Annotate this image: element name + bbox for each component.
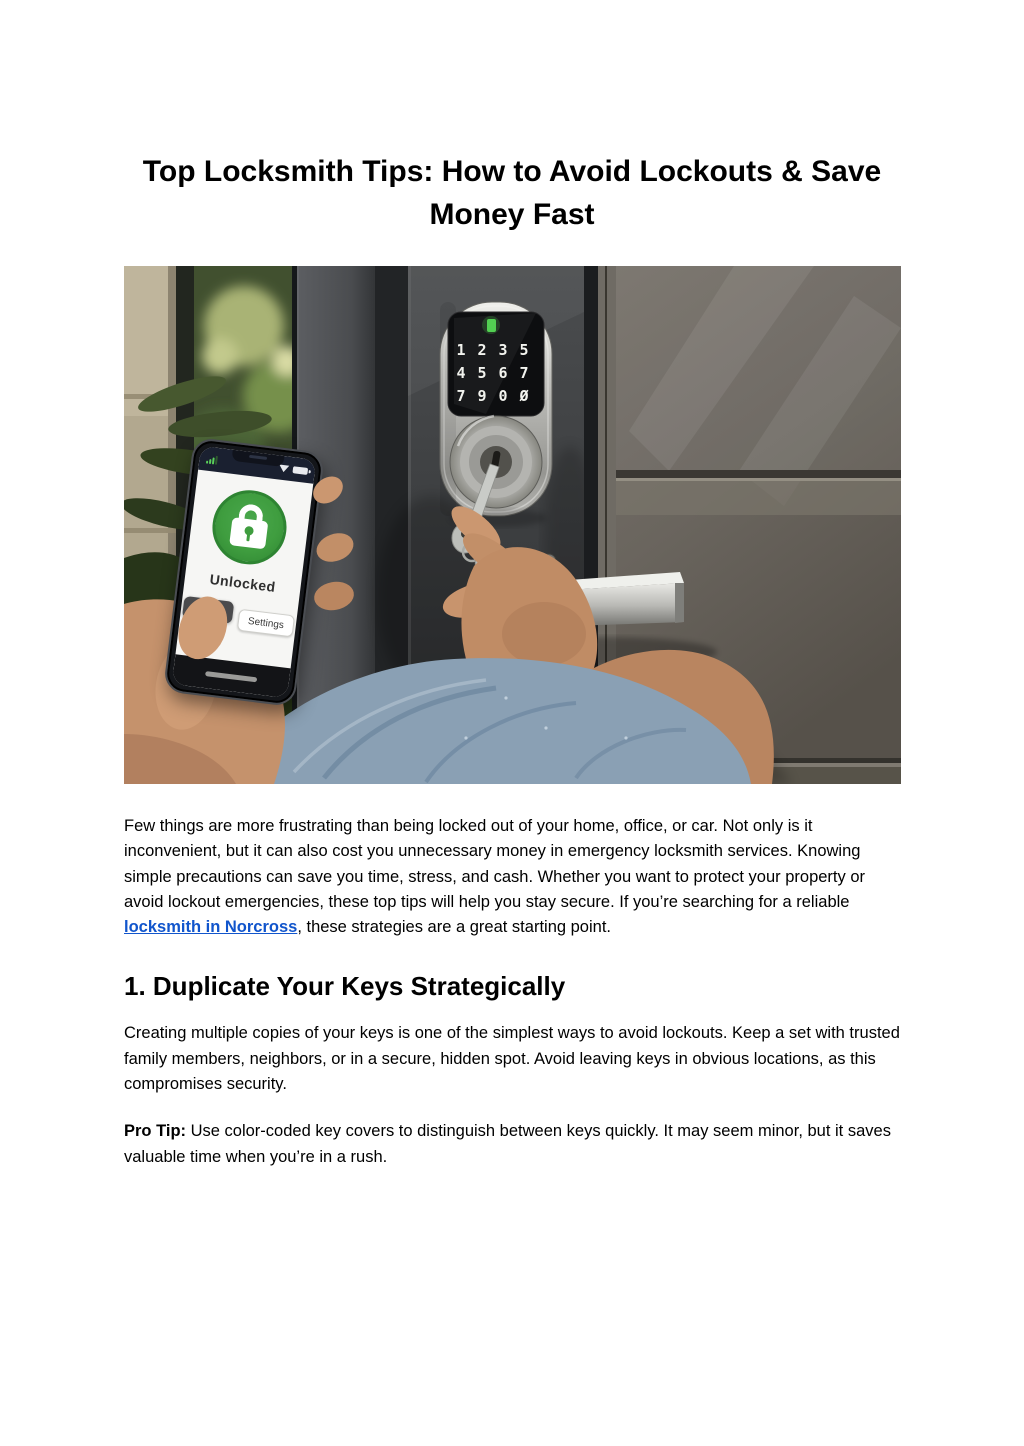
section-1-heading: 1. Duplicate Your Keys Strategically bbox=[124, 971, 566, 1002]
intro-text-after-link: , these strategies are a great starting point. bbox=[297, 918, 611, 937]
wifi-icon bbox=[279, 464, 290, 472]
pro-tip-paragraph bbox=[124, 1119, 900, 1170]
keypad-digit: 7 bbox=[519, 364, 529, 382]
keypad-digit: 5 bbox=[519, 341, 529, 359]
smart-lock-keypad bbox=[448, 312, 544, 416]
settings-button: Settings bbox=[237, 609, 295, 638]
keypad-digit: Ø bbox=[519, 387, 529, 405]
home-indicator bbox=[205, 671, 257, 682]
keypad-digit: 5 bbox=[477, 364, 487, 382]
keypad-digit: 6 bbox=[498, 364, 508, 382]
page-title: Top Locksmith Tips: How to Avoid Lockouts & Save Money Fast bbox=[142, 155, 882, 231]
phone-notch bbox=[231, 450, 284, 467]
keypad-digit: 7 bbox=[456, 387, 466, 405]
signal-icon bbox=[206, 454, 218, 464]
intro-paragraph bbox=[124, 814, 900, 940]
keypad-digit: 0 bbox=[498, 387, 508, 405]
unlock-status-icon bbox=[208, 486, 290, 568]
keypad-digit: 1 bbox=[456, 341, 466, 359]
unlock-status-text: Unlocked bbox=[208, 570, 277, 595]
keypad-digit: 4 bbox=[456, 364, 466, 382]
battery-icon bbox=[292, 466, 308, 475]
locksmith-norcross-link[interactable]: locksmith in Norcross bbox=[124, 918, 298, 937]
smart-lock bbox=[440, 302, 552, 527]
intro-text-before-link: Few things are more frustrating than being locked out of your home, office, or car. Not only is it inconvenient, but it can also cost you unnecessary money in emergency locksmith services. Knowing simple precautions can save you time, stress, and cash. Whether you want to protect your property or avoid lockout emergencies, these top tips will help you stay secure. If you’re searching for a reliable bbox=[124, 817, 866, 911]
keypad-digit: 9 bbox=[477, 387, 487, 405]
hero-image bbox=[124, 266, 901, 784]
section-1-paragraph: Creating multiple copies of your keys is one of the simplest ways to avoid lockouts. Keep a set with trusted family members, neighbors, or in a secure, hidden spot. Avoid leaving keys in obvious locations, as this compromises security. bbox=[124, 1024, 900, 1094]
pro-tip-text: Use color-coded key covers to distinguish between keys quickly. It may seem minor, but it saves valuable time when you’re in a rush. bbox=[124, 1122, 891, 1166]
phone-screen bbox=[172, 446, 316, 698]
keypad-digit: 3 bbox=[498, 341, 508, 359]
pro-tip-label: Pro Tip: bbox=[124, 1122, 187, 1141]
keypad-digit: 2 bbox=[477, 341, 487, 359]
